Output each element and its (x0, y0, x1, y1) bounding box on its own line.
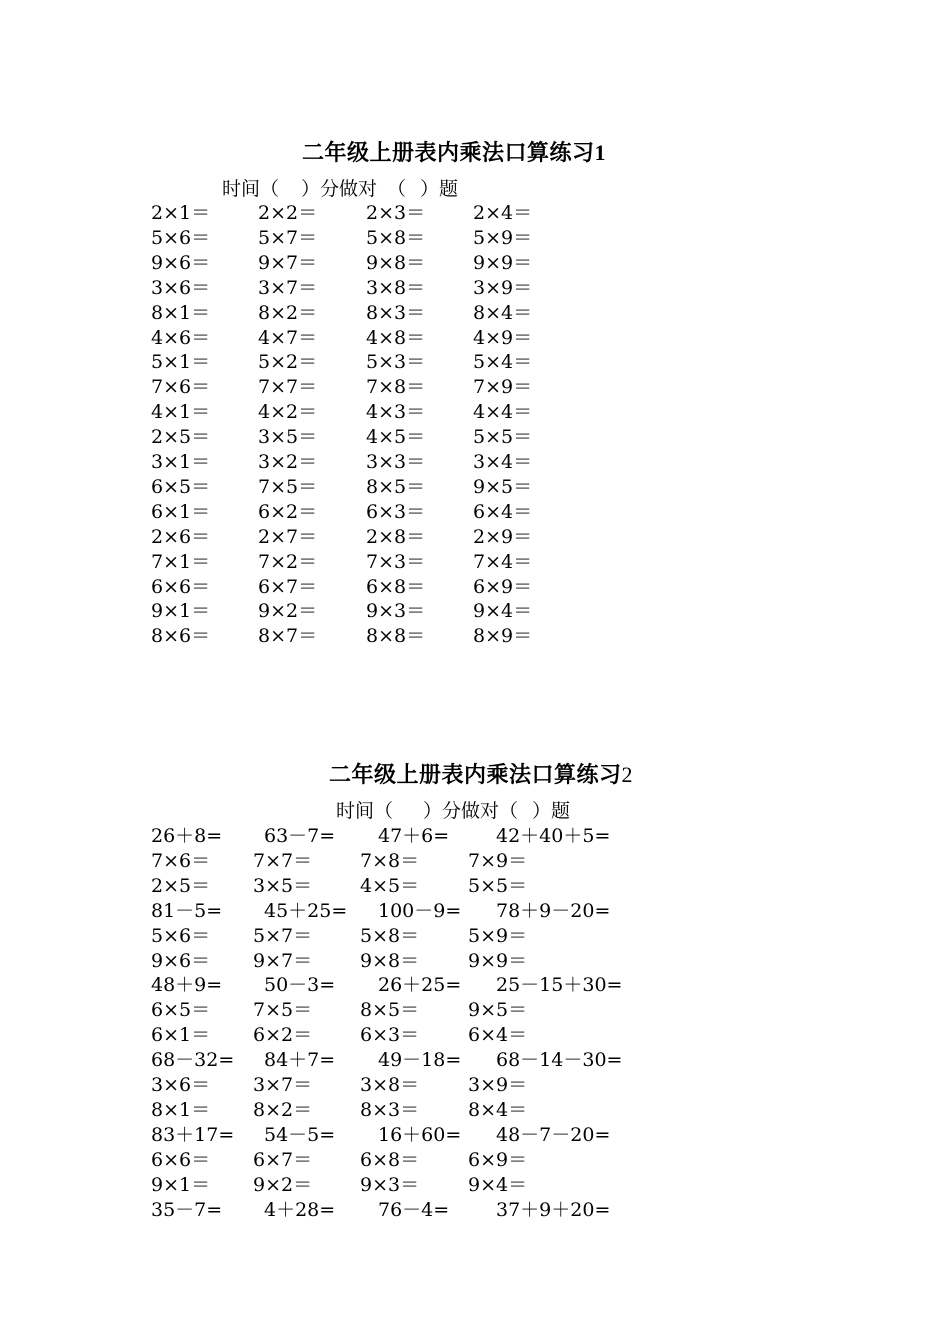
problem-cell: 6×6＝ (151, 1148, 211, 1171)
problem-cell: 9×1＝ (151, 1173, 211, 1196)
problem-cell: 3×9＝ (473, 276, 533, 299)
problem-cell: 5×8＝ (366, 226, 426, 249)
problem-cell: 5×9＝ (468, 924, 528, 947)
problem-cell: 48＋9= (151, 974, 223, 997)
problem-cell: 2×9＝ (473, 525, 533, 548)
problem-cell: 5×7＝ (258, 226, 318, 249)
problem-cell: 5×8＝ (360, 924, 420, 947)
problem-cell: 3×8＝ (366, 276, 426, 299)
problem-cell: 9×8＝ (366, 251, 426, 274)
problem-cell: 4×7＝ (258, 326, 318, 349)
problem-cell: 6×9＝ (473, 575, 533, 598)
problem-cell: 7×9＝ (468, 849, 528, 872)
exercise1-title-text: 二年级上册表内乘法口算练习 (302, 140, 595, 166)
problem-cell: 3×7＝ (258, 276, 318, 299)
exercise2-correct-close: ）题 (532, 800, 571, 822)
problem-cell: 4×1＝ (151, 401, 211, 424)
problem-cell: 100－9= (378, 899, 462, 922)
exercise2-title-text: 二年级上册表内乘法口算练习 (329, 762, 622, 788)
exercise2-time-label: 时间（ (336, 800, 394, 822)
problem-cell: 3×7＝ (253, 1074, 313, 1096)
problem-cell: 68－14－30= (496, 1049, 623, 1072)
problem-cell: 50－3= (264, 974, 336, 997)
problem-cell: 54－5= (264, 1123, 336, 1146)
problem-cell: 9×8＝ (360, 949, 420, 972)
problem-cell: 5×1＝ (151, 351, 211, 374)
exercise1-time-line (222, 174, 458, 201)
problem-cell: 6×4＝ (468, 1024, 528, 1047)
exercise2-title-number: 2 (621, 762, 634, 787)
problem-cell: 37＋9＋20= (496, 1198, 611, 1221)
problem-cell: 9×4＝ (468, 1173, 528, 1196)
exercise1-correct-open: （ (387, 178, 407, 200)
problem-cell: 8×5＝ (360, 999, 420, 1022)
problem-cell: 42＋40＋5= (496, 825, 611, 847)
problem-cell: 4×6＝ (151, 326, 211, 349)
problem-cell: 2×5＝ (151, 426, 211, 449)
exercise1-time-close: ）分做对 (301, 178, 378, 200)
problem-cell: 2×7＝ (258, 525, 318, 548)
problem-cell: 5×6＝ (151, 924, 211, 947)
problem-cell: 3×4＝ (473, 451, 533, 473)
problem-cell: 7×6＝ (151, 376, 211, 399)
problem-cell: 8×2＝ (258, 301, 318, 324)
problem-cell: 2×8＝ (366, 525, 426, 548)
problem-cell: 5×5＝ (468, 874, 528, 897)
problem-cell: 84＋7= (264, 1049, 336, 1072)
problem-cell: 8×8＝ (366, 625, 426, 648)
problem-cell: 9×4＝ (473, 600, 533, 623)
problem-cell: 6×5＝ (151, 999, 211, 1022)
problem-cell: 6×9＝ (468, 1148, 528, 1171)
problem-cell: 9×5＝ (468, 999, 528, 1022)
problem-cell: 8×1＝ (151, 301, 211, 324)
problem-cell: 9×2＝ (253, 1173, 313, 1196)
problem-cell: 8×1＝ (151, 1098, 211, 1121)
problem-cell: 7×3＝ (366, 550, 426, 573)
problem-cell: 6×2＝ (253, 1024, 313, 1047)
problem-cell: 2×1＝ (151, 202, 211, 224)
problem-cell: 8×7＝ (258, 625, 318, 648)
problem-cell: 9×3＝ (366, 600, 426, 623)
problem-cell: 9×9＝ (468, 949, 528, 972)
problem-cell: 8×6＝ (151, 625, 211, 648)
problem-cell: 16＋60= (378, 1123, 462, 1146)
problem-cell: 5×7＝ (253, 924, 313, 947)
problem-cell: 8×4＝ (468, 1098, 528, 1121)
problem-cell: 2×3＝ (366, 202, 426, 224)
problem-cell: 78＋9－20= (496, 899, 611, 922)
problem-cell: 7×9＝ (473, 376, 533, 399)
problem-cell: 68－32= (151, 1049, 235, 1072)
problem-cell: 49－18= (378, 1049, 462, 1072)
problem-cell: 6×4＝ (473, 500, 533, 523)
problem-cell: 3×2＝ (258, 451, 318, 473)
problem-cell: 26＋8= (151, 825, 223, 847)
problem-cell: 4×5＝ (366, 426, 426, 449)
problem-cell: 9×5＝ (473, 475, 533, 498)
exercise2-time-close: ）分做对（ (423, 800, 519, 822)
problem-cell: 2×2＝ (258, 202, 318, 224)
problem-cell: 9×6＝ (151, 949, 211, 972)
problem-cell: 7×8＝ (360, 849, 420, 872)
problem-cell: 7×5＝ (258, 475, 318, 498)
problem-cell: 26＋25= (378, 974, 462, 997)
problem-cell: 6×6＝ (151, 575, 211, 598)
problem-cell: 76－4= (378, 1198, 450, 1221)
problem-cell: 8×5＝ (366, 475, 426, 498)
problem-cell: 7×6＝ (151, 849, 211, 872)
problem-cell: 7×5＝ (253, 999, 313, 1022)
exercise1-title (302, 136, 606, 167)
problem-cell: 7×2＝ (258, 550, 318, 573)
problem-cell: 6×8＝ (360, 1148, 420, 1171)
exercise1-correct-close: ）题 (420, 178, 459, 200)
exercise2-title (329, 758, 633, 789)
problem-cell: 9×7＝ (253, 949, 313, 972)
problem-cell: 2×6＝ (151, 525, 211, 548)
problem-cell: 6×7＝ (258, 575, 318, 598)
problem-cell: 35－7= (151, 1198, 223, 1221)
problem-cell: 8×9＝ (473, 625, 533, 648)
problem-cell: 4×8＝ (366, 326, 426, 349)
problem-cell: 3×1＝ (151, 451, 211, 473)
problem-cell: 3×5＝ (253, 874, 313, 897)
problem-cell: 2×4＝ (473, 202, 533, 224)
problem-cell: 9×1＝ (151, 600, 211, 623)
problem-cell: 83＋17= (151, 1123, 235, 1146)
problem-cell: 4×2＝ (258, 401, 318, 424)
problem-cell: 4×4＝ (473, 401, 533, 424)
problem-cell: 6×8＝ (366, 575, 426, 598)
problem-cell: 47＋6= (378, 825, 450, 847)
problem-cell: 3×6＝ (151, 276, 211, 299)
problem-cell: 7×8＝ (366, 376, 426, 399)
problem-cell: 7×7＝ (258, 376, 318, 399)
exercise2-time-line (336, 796, 570, 823)
problem-cell: 5×9＝ (473, 226, 533, 249)
problem-cell: 7×1＝ (151, 550, 211, 573)
problem-cell: 4×5＝ (360, 874, 420, 897)
problem-cell: 5×6＝ (151, 226, 211, 249)
problem-cell: 6×1＝ (151, 1024, 211, 1047)
exercise1-title-number: 1 (594, 140, 607, 165)
problem-cell: 9×7＝ (258, 251, 318, 274)
problem-cell: 63－7= (264, 825, 336, 847)
problem-cell: 6×7＝ (253, 1148, 313, 1171)
problem-cell: 3×6＝ (151, 1074, 211, 1096)
problem-cell: 9×2＝ (258, 600, 318, 623)
problem-cell: 6×1＝ (151, 500, 211, 523)
problem-cell: 25－15＋30= (496, 974, 623, 997)
problem-cell: 3×5＝ (258, 426, 318, 449)
problem-cell: 8×2＝ (253, 1098, 313, 1121)
problem-cell: 5×2＝ (258, 351, 318, 374)
problem-cell: 9×6＝ (151, 251, 211, 274)
problem-cell: 7×7＝ (253, 849, 313, 872)
problem-cell: 4×3＝ (366, 401, 426, 424)
problem-cell: 5×4＝ (473, 351, 533, 374)
problem-cell: 4＋28= (264, 1198, 336, 1221)
problem-cell: 6×3＝ (360, 1024, 420, 1047)
problem-cell: 6×3＝ (366, 500, 426, 523)
exercise1-time-label: 时间（ (222, 178, 280, 200)
problem-cell: 48－7－20= (496, 1123, 611, 1146)
problem-cell: 8×3＝ (366, 301, 426, 324)
problem-cell: 3×3＝ (366, 451, 426, 473)
problem-cell: 5×3＝ (366, 351, 426, 374)
problem-cell: 5×5＝ (473, 426, 533, 449)
problem-cell: 7×4＝ (473, 550, 533, 573)
problem-cell: 9×9＝ (473, 251, 533, 274)
problem-cell: 6×5＝ (151, 475, 211, 498)
problem-cell: 4×9＝ (473, 326, 533, 349)
problem-cell: 45＋25= (264, 899, 348, 922)
problem-cell: 2×5＝ (151, 874, 211, 897)
problem-cell: 8×4＝ (473, 301, 533, 324)
problem-cell: 8×3＝ (360, 1098, 420, 1121)
problem-cell: 6×2＝ (258, 500, 318, 523)
problem-cell: 81－5= (151, 899, 223, 922)
problem-cell: 9×3＝ (360, 1173, 420, 1196)
problem-cell: 3×9＝ (468, 1074, 528, 1096)
problem-cell: 3×8＝ (360, 1074, 420, 1096)
